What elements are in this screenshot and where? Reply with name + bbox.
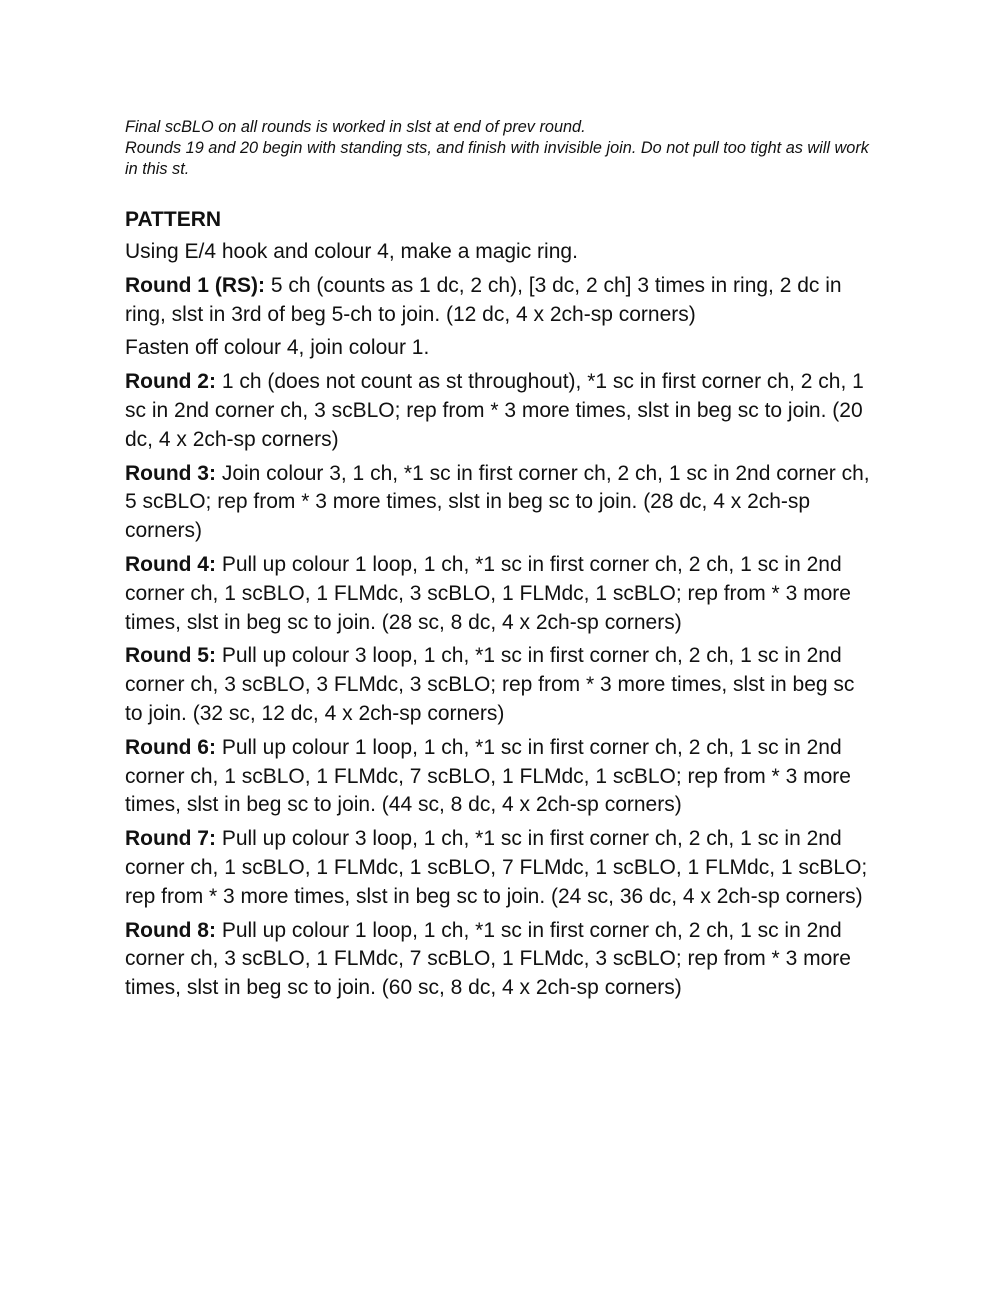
round-label: Round 3: <box>125 461 216 485</box>
round-text: Pull up colour 1 loop, 1 ch, *1 sc in first corner ch, 2 ch, 1 sc in 2nd corner ch, 1 scBLO, 1 FLMdc, 3 scBLO, 1 FLMdc, 1 scBLO; rep from * 3 more times, slst in beg sc to join. (28 sc, 8 dc, 4 x 2ch-sp corners) <box>125 552 851 634</box>
round-label: Round 1 (RS): <box>125 273 265 297</box>
round-2-paragraph <box>125 368 875 454</box>
round-7-paragraph <box>125 825 875 911</box>
round-text: Pull up colour 3 loop, 1 ch, *1 sc in first corner ch, 2 ch, 1 sc in 2nd corner ch, 1 scBLO, 1 FLMdc, 1 scBLO, 7 FLMdc, 1 scBLO, 1 FLMdc, 1 scBLO; rep from * 3 more times, slst in beg sc to join. (24 sc, 36 dc, 4 x 2ch-sp corners) <box>125 827 868 908</box>
round-text: Join colour 3, 1 ch, *1 sc in first corner ch, 2 ch, 1 sc in 2nd corner ch, 5 scBLO; rep from * 3 more times, slst in beg sc to join. (28 dc, 4 x 2ch-sp corners) <box>125 461 870 543</box>
note-line: Final scBLO on all rounds is worked in slst at end of prev round. <box>125 118 586 136</box>
round-text: 1 ch (does not count as st throughout), *1 sc in first corner ch, 2 ch, 1 sc in 2nd corner ch, 3 scBLO; rep from * 3 more times, slst in beg sc to join. (20 dc, 4 x 2ch-sp corners) <box>125 370 864 451</box>
round-label: Round 7: <box>125 827 216 851</box>
round-label: Round 5: <box>125 644 216 668</box>
round-1-paragraph <box>125 272 875 330</box>
pattern-notes <box>125 117 875 180</box>
round-text: Fasten off colour 4, join colour 1. <box>125 336 430 360</box>
intro-paragraph: Using E/4 hook and colour 4, make a magic ring. <box>125 240 578 263</box>
round-3-paragraph <box>125 460 875 546</box>
round-6-paragraph <box>125 734 875 820</box>
round-label: Round 6: <box>125 735 216 759</box>
round-8-paragraph <box>125 917 875 1003</box>
note-line: Rounds 19 and 20 begin with standing sts, and finish with invisible join. Do not pull too tight as will work in this st. <box>125 139 869 178</box>
round-label: Round 8: <box>125 918 216 942</box>
fasten-off-paragraph <box>125 334 875 363</box>
round-text: Pull up colour 3 loop, 1 ch, *1 sc in first corner ch, 2 ch, 1 sc in 2nd corner ch, 3 scBLO, 3 FLMdc, 3 scBLO; rep from * 3 more times, slst in beg sc to join. (32 sc, 12 dc, 4 x 2ch-sp corners) <box>125 644 855 725</box>
round-text: Pull up colour 1 loop, 1 ch, *1 sc in first corner ch, 2 ch, 1 sc in 2nd corner ch, 3 scBLO, 1 FLMdc, 7 scBLO, 1 FLMdc, 3 scBLO; rep from * 3 more times, slst in beg sc to join. (60 sc, 8 dc, 4 x 2ch-sp corners) <box>125 918 851 1000</box>
section-heading: PATTERN <box>125 208 222 231</box>
document-page <box>125 117 875 1008</box>
round-4-paragraph <box>125 551 875 637</box>
round-text: 5 ch (counts as 1 dc, 2 ch), [3 dc, 2 ch] 3 times in ring, 2 dc in ring, slst in 3rd of beg 5-ch to join. (12 dc, 4 x 2ch-sp corners) <box>125 273 842 326</box>
round-label: Round 2: <box>125 370 216 394</box>
round-label: Round 4: <box>125 552 216 576</box>
round-text: Pull up colour 1 loop, 1 ch, *1 sc in first corner ch, 2 ch, 1 sc in 2nd corner ch, 1 scBLO, 1 FLMdc, 7 scBLO, 1 FLMdc, 1 scBLO; rep from * 3 more times, slst in beg sc to join. (44 sc, 8 dc, 4 x 2ch-sp corners) <box>125 735 851 817</box>
round-5-paragraph <box>125 642 875 728</box>
